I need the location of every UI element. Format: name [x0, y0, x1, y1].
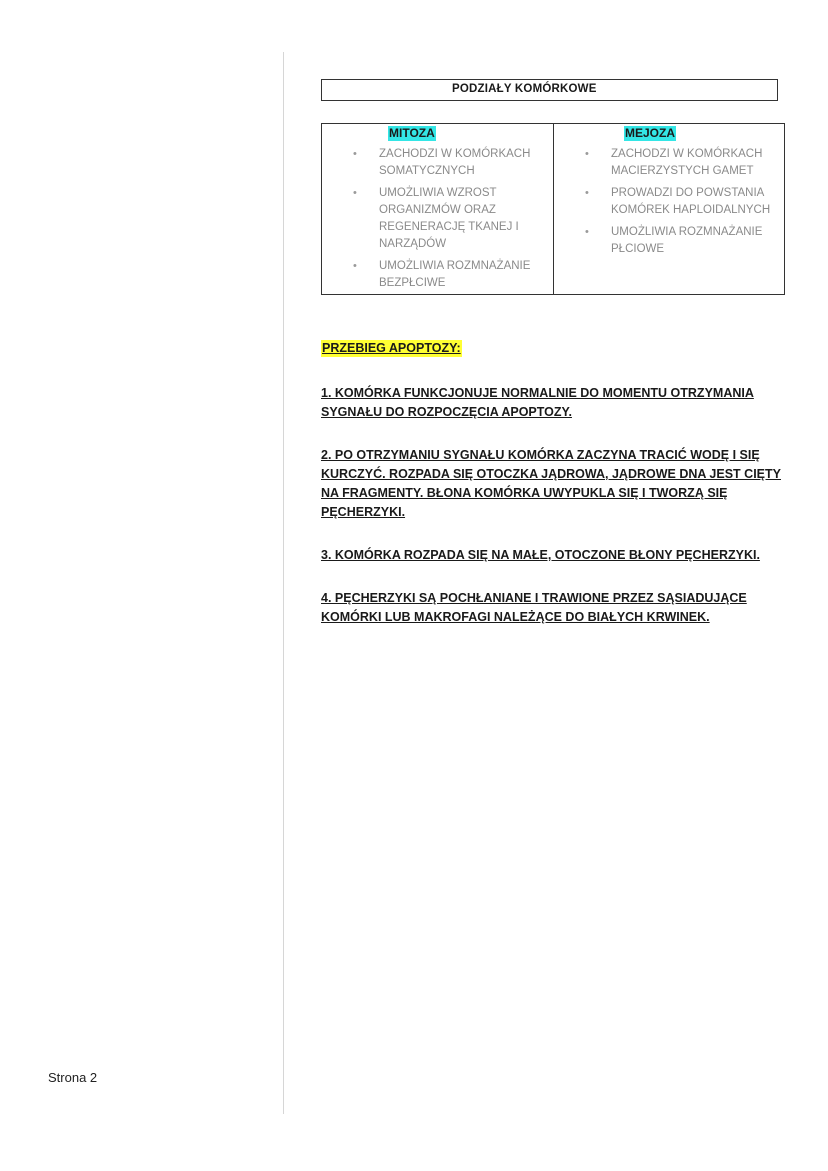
meiosis-heading: MEJOZA: [625, 126, 676, 140]
list-item-text: UMOŻLIWIA ROZMNAŻANIE BEZPŁCIWE: [379, 260, 531, 289]
apoptosis-step: 2. PO OTRZYMANIU SYGNAŁU KOMÓRKA ZACZYNA TRACIĆ WODĘ I SIĘ KURCZYĆ. ROZPADA SIĘ OTOCZKA JĄDROWA, JĄDROWE DNA JEST CIĘTY NA FRAGMENTY. BŁONA KOMÓRKA UWYPUKLA SIĘ I TWORZĄ SIĘ PĘCHERZYKI.: [321, 448, 781, 519]
list-item: [584, 224, 784, 258]
mitosis-heading: MITOZA: [389, 126, 435, 140]
meiosis-column: [554, 124, 784, 294]
apoptosis-heading: PRZEBIEG APOPTOZY:: [322, 341, 461, 355]
list-item: [584, 146, 784, 180]
bullet-icon: •: [353, 187, 357, 199]
mitosis-list: [352, 146, 548, 297]
list-item: [352, 258, 548, 292]
apoptosis-steps: [321, 384, 786, 651]
page-number: Strona 2: [48, 1070, 98, 1085]
apoptosis-step: 1. KOMÓRKA FUNKCJONUJE NORMALNIE DO MOMENTU OTRZYMANIA SYGNAŁU DO ROZPOCZĘCIA APOPTOZY.: [321, 386, 754, 419]
bullet-icon: •: [353, 148, 357, 160]
page-margin-rule: [283, 52, 284, 1114]
list-item: [584, 185, 784, 219]
list-item: [352, 185, 548, 253]
bullet-icon: •: [585, 148, 589, 160]
apoptosis-step: 4. PĘCHERZYKI SĄ POCHŁANIANE I TRAWIONE PRZEZ SĄSIADUJĄCE KOMÓRKI LUB MAKROFAGI NALEŻĄCE DO BIAŁYCH KRWINEK.: [321, 591, 747, 624]
list-item-text: UMOŻLIWIA ROZMNAŻANIE PŁCIOWE: [611, 226, 763, 255]
table-title: PODZIAŁY KOMÓRKOWE: [452, 83, 597, 95]
mitosis-column: [322, 124, 554, 294]
list-item-text: PROWADZI DO POWSTANIA KOMÓREK HAPLOIDALNYCH: [611, 187, 771, 216]
bullet-icon: •: [585, 187, 589, 199]
list-item: [352, 146, 548, 180]
bullet-icon: •: [353, 260, 357, 272]
list-item-text: ZACHODZI W KOMÓRKACH SOMATYCZNYCH: [379, 148, 531, 177]
list-item-text: ZACHODZI W KOMÓRKACH MACIERZYSTYCH GAMET: [611, 148, 763, 177]
list-item-text: UMOŻLIWIA WZROST ORGANIZMÓW ORAZ REGENERACJĘ TKANEJ I NARZĄDÓW: [379, 187, 519, 250]
table-title-box: [321, 79, 778, 101]
apoptosis-step: 3. KOMÓRKA ROZPADA SIĘ NA MAŁE, OTOCZONE BŁONY PĘCHERZYKI.: [321, 548, 760, 562]
meiosis-list: [584, 146, 784, 263]
bullet-icon: •: [585, 226, 589, 238]
cell-division-comparison-table: [321, 123, 785, 295]
